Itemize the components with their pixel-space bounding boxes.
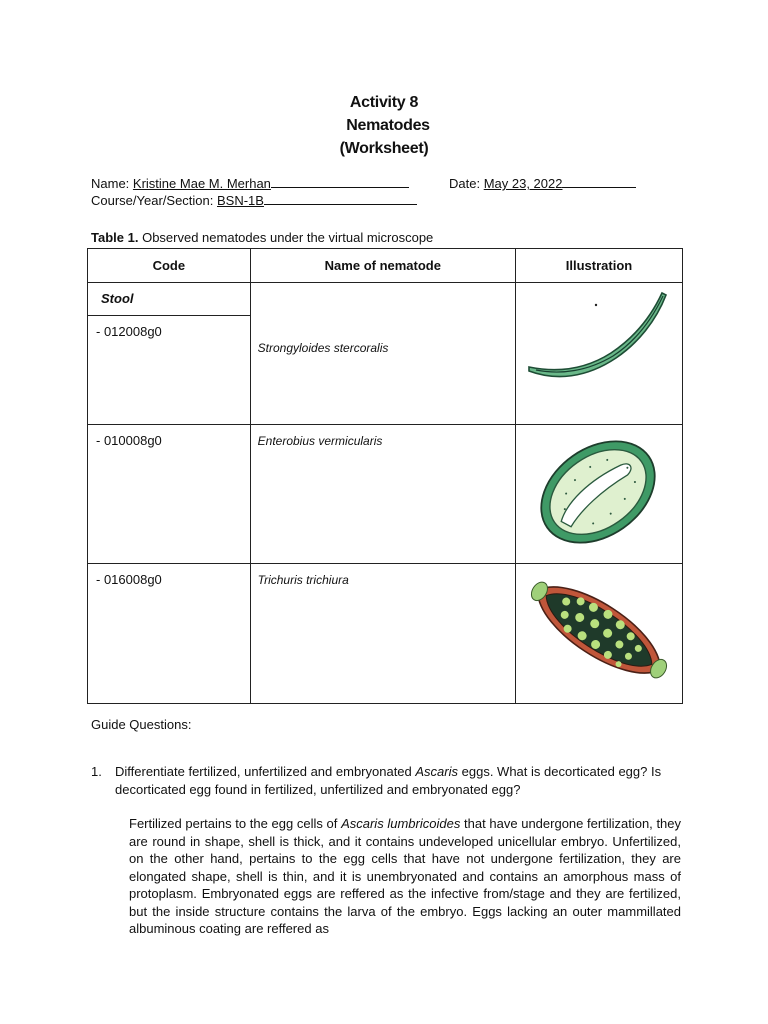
table-row [88,283,683,425]
table-row [88,564,683,704]
trichuris-egg-illustration [516,564,681,698]
question-1-text-a: Differentiate fertilized, unfertilized and embryonated [115,764,412,779]
header-name: Name of nematode [250,249,515,283]
code-cell [88,564,251,704]
table-caption [91,230,433,245]
question-1 [115,763,685,799]
code-cell [88,425,251,564]
nematode-name: Strongyloides stercoralis [257,341,389,355]
answer-text-a: Fertilized pertains to the egg cells of [129,816,338,831]
name-label: Name: [91,176,130,191]
nematode-name: Trichuris trichiura [257,573,349,587]
illustration-cell [516,425,683,564]
question-1-text-b: eggs. What is decorticated egg? Is [461,764,662,779]
row-code: - 012008g0 [96,324,162,339]
answer-italic: Ascaris lumbricoides [341,816,461,831]
answer-paragraph [129,815,681,938]
name-line [91,176,409,191]
table-caption-label: Table 1. [91,230,139,245]
name-cell [250,283,515,425]
title-topic: Nematodes [346,117,430,134]
course-label: Course/Year/Section: [91,193,214,208]
illustration-cell [516,283,683,425]
code-cell [88,283,251,425]
guide-heading: Guide Questions: [91,717,192,732]
strongyloides-larva-illustration [516,283,681,419]
row-code: - 016008g0 [96,572,162,587]
row-code: - 010008g0 [96,433,162,448]
date-label: Date: [449,176,481,191]
question-1-italic: Ascaris [415,764,459,779]
name-cell [250,425,515,564]
nematode-name: Enterobius vermicularis [257,434,383,448]
header-illustration: Illustration [516,249,683,283]
title-activity: Activity 8 [349,94,419,111]
title-worksheet: (Worksheet) [339,140,429,157]
table-row [88,425,683,564]
header-code: Code [88,249,251,283]
enterobius-egg-illustration [516,425,681,558]
illustration-cell [516,564,683,704]
question-1-line2: decorticated egg found in fertilized, unfertilized and embryonated egg? [115,782,521,797]
answer-text-b: that have undergone fertilization, they are round in shape, shell is thick, and it contains undeveloped unicellular embryo. Unfertilized, on the other hand, pertains to the egg cells that have not undergone fertilization, they are elongated shape, shell is thin, and it is unembryonated and contains an amorphous mass of protoplasm. Embryonated eggs are reffered as the infective from/stage and they are fertilized, but the inside structure contains the larva of the embryo. Eggs lacking an outer mammillated albuminous coating are reffered as [129,816,682,936]
course-line [91,193,417,208]
name-value: Kristine Mae M. Merhan [132,176,271,191]
date-value: May 23, 2022 [483,176,563,191]
table-header-row [88,249,683,283]
nematode-table [87,248,683,704]
group-label-stool: Stool [88,283,250,316]
table-caption-text: Observed nematodes under the virtual microscope [142,230,434,245]
course-value: BSN-1B [217,193,264,208]
date-line [449,176,636,191]
name-cell [250,564,515,704]
question-number: 1. [91,764,102,779]
